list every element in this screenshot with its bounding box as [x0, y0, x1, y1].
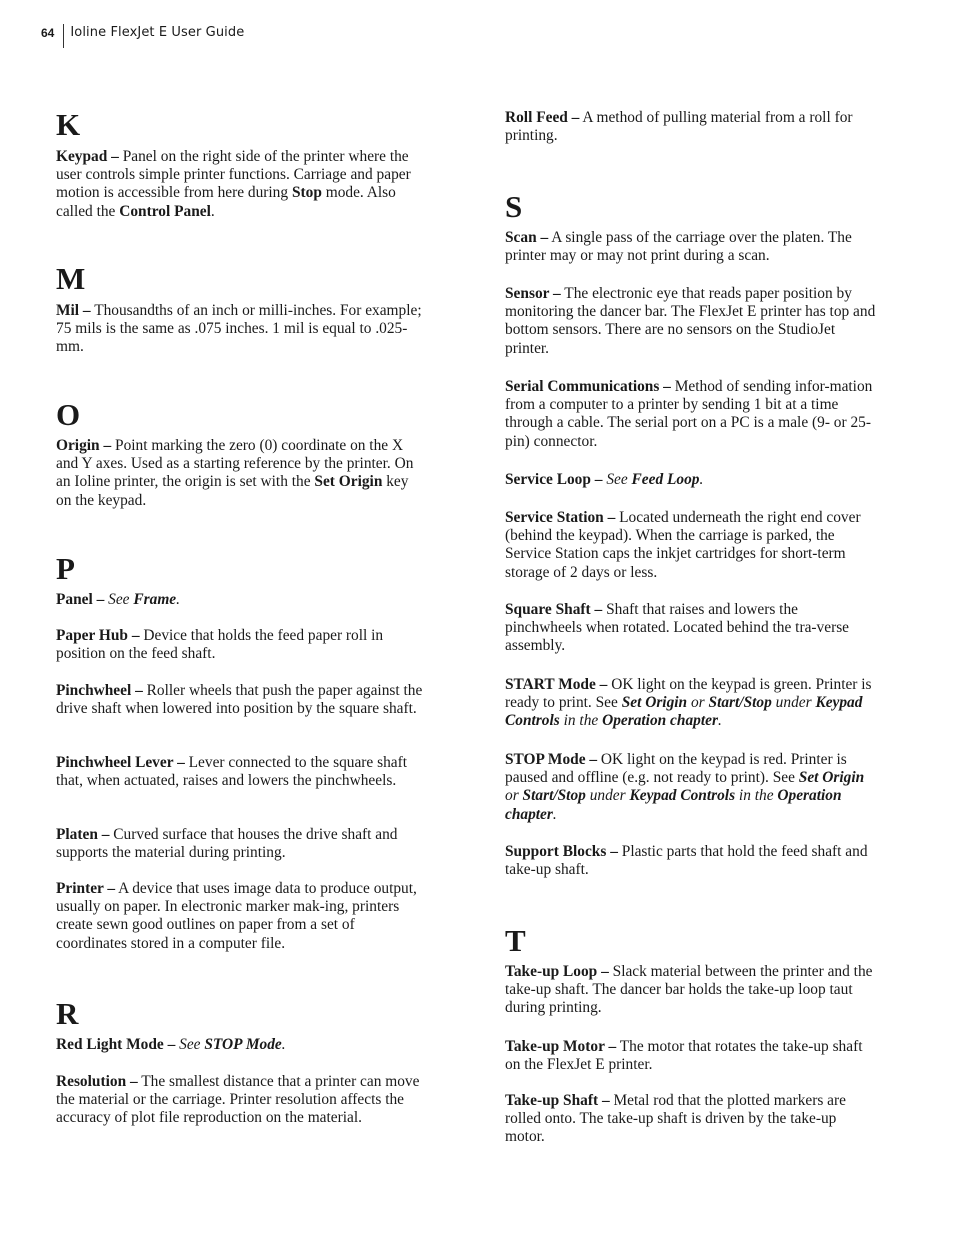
see-text: or [505, 787, 523, 805]
term: Square Shaft – [505, 601, 603, 618]
entry-panel [56, 591, 426, 609]
term: START Mode – [505, 676, 608, 693]
entry-start-mode [505, 676, 877, 731]
definition: Lever connected to the square shaft that, when actuated, raises and lowers the pinchwheels. [56, 754, 408, 790]
definition: OK light on the keypad is red. Printer is paused and offline (e.g. not ready to print). See [505, 751, 847, 787]
entry-service-station [505, 509, 877, 582]
definition: The motor that rotates the take-up shaft on the FlexJet E printer. [505, 1038, 863, 1074]
term: Take-up Motor – [505, 1038, 617, 1055]
term: Panel – [56, 591, 105, 608]
entry-roll-feed [505, 109, 877, 145]
punctuation: . [281, 1036, 286, 1053]
term: Service Station – [505, 509, 616, 526]
see-text: under [585, 787, 630, 805]
term: Service Loop – [505, 471, 603, 488]
definition: A single pass of the carriage over the platen. The printer may or may not print during a scan. [505, 229, 852, 265]
entry-stop-mode [505, 751, 877, 824]
see-text: or [687, 694, 709, 712]
cross-reference: Start/Stop [522, 787, 586, 805]
term: Keypad – [56, 148, 119, 165]
term: Scan – [505, 229, 549, 246]
definition: OK light on the keypad is green. Printer is ready to print. See [505, 676, 872, 712]
entry-serial-communications [505, 378, 877, 451]
entry-scan [505, 229, 877, 265]
see-text: See [602, 471, 632, 488]
entry-origin [56, 437, 426, 510]
entry-keypad [56, 148, 426, 221]
cross-reference: Operation chapter [505, 787, 842, 823]
term: Sensor – [505, 285, 561, 302]
definition: Plastic parts that hold the feed shaft and take-up shaft. [505, 843, 868, 879]
definition: Device that holds the feed paper roll in position on the feed shaft. [56, 627, 384, 663]
section-letter-k: K [56, 107, 81, 142]
punctuation: . [210, 202, 215, 220]
definition: key on the keypad. [56, 473, 409, 509]
see-text: See [175, 1036, 205, 1053]
punctuation: . [699, 471, 704, 488]
section-letter-r: R [56, 996, 79, 1031]
term-inline: Stop [291, 184, 322, 202]
cross-reference: Set Origin [621, 694, 688, 712]
term: Printer – [56, 880, 116, 897]
cross-reference: Frame [133, 591, 177, 608]
section-letter-t: T [505, 923, 526, 958]
definition: Point marking the zero (0) coordinate on the X and Y axes. Used as a starting reference by the printer. On an Ioline printer, the origin is set with the [56, 437, 414, 491]
term: Roll Feed – [505, 109, 580, 126]
term: Mil – [56, 302, 91, 319]
definition: Thousandths of an inch or milli-inches. For example; 75 mils is the same as .075 inches. 1 mil is equal to .025-mm. [56, 302, 422, 356]
section-letter-o: O [56, 397, 81, 432]
definition: Method of sending infor-mation from a computer to a printer by sending 1 bit at a time through a cable. The serial port on a PC is a male (9- or 25-pin) connector. [505, 378, 873, 450]
term: Take-up Shaft – [505, 1092, 610, 1109]
entry-service-loop [505, 471, 877, 489]
term: Paper Hub – [56, 627, 140, 644]
term: Pinchwheel – [56, 682, 143, 699]
definition: Shaft that raises and lowers the pinchwheels when rotated. Located behind the tra-verse assembly. [505, 601, 850, 655]
definition: A method of pulling material from a roll for printing. [505, 109, 853, 145]
entry-pinchwheel [56, 682, 426, 718]
definition: Curved surface that houses the drive shaft and supports the material during printing. [56, 826, 398, 862]
cross-reference: Feed Loop [631, 471, 700, 488]
definition: Roller wheels that push the paper against the drive shaft when lowered into position by the square shaft. [56, 682, 423, 718]
see-text: See [104, 591, 134, 608]
term: Platen – [56, 826, 110, 843]
see-text: in the [559, 712, 603, 730]
entry-square-shaft [505, 601, 877, 656]
cross-reference: Keypad Controls [629, 787, 736, 805]
term: Red Light Mode – [56, 1036, 176, 1053]
punctuation: . [552, 805, 557, 823]
term: Support Blocks – [505, 843, 618, 860]
term: Resolution – [56, 1073, 138, 1090]
punctuation: . [176, 591, 180, 608]
entry-paper-hub [56, 627, 426, 663]
punctuation: . [717, 712, 722, 730]
see-text: in the [735, 787, 778, 805]
cross-reference: Keypad Controls [505, 694, 863, 730]
see-text: under [771, 694, 816, 712]
entry-mil [56, 302, 426, 357]
term-inline: Control Panel [119, 202, 211, 220]
term: Take-up Loop – [505, 963, 609, 980]
term: Origin – [56, 437, 112, 454]
definition: Panel on the right side of the printer where the user controls simple printer functions. Carriage and paper motion is accessible from here during [56, 148, 411, 202]
definition: The smallest distance that a printer can move the material or the carriage. Printer resolution affects the accuracy of plot file reproduction on the material. [56, 1073, 420, 1127]
term: Pinchwheel Lever – [56, 754, 185, 771]
section-letter-m: M [56, 261, 86, 296]
section-letter-p: P [56, 551, 75, 586]
definition: Located underneath the right end cover (behind the keypad). When the carriage is parked, the Service Station caps the inkjet cartridges for short-term storage of 2 days or less. [505, 509, 861, 581]
entry-support-blocks [505, 843, 877, 879]
definition: The electronic eye that reads paper position by monitoring the dancer bar. The FlexJet E printer has top and bottom sensors. There are no sensors on the StudioJet printer. [505, 285, 876, 357]
running-title: Ioline FlexJet E User Guide [70, 25, 245, 40]
entry-platen [56, 826, 426, 862]
definition: A device that uses image data to produce output, usually on paper. In electronic marker mak-ing, printers create sewn good outlines on paper from a set of coordinates stored in a computer file. [56, 880, 417, 952]
section-letter-s: S [505, 189, 523, 224]
entry-sensor [505, 285, 877, 358]
term: STOP Mode – [505, 751, 598, 768]
entry-printer [56, 880, 426, 953]
term-inline: Set Origin [314, 473, 383, 491]
entry-red-light-mode [56, 1036, 426, 1054]
cross-reference: Operation chapter [602, 712, 718, 730]
entry-take-up-motor [505, 1038, 877, 1074]
definition: Slack material between the printer and the take-up shaft. The dancer bar holds the take-up loop taut during printing. [505, 963, 873, 1017]
entry-resolution [56, 1073, 426, 1128]
page-number: 64 [41, 26, 55, 40]
definition: mode. Also called the [56, 184, 396, 220]
cross-reference: Start/Stop [708, 694, 772, 712]
term: Serial Communications – [505, 378, 671, 395]
definition: Metal rod that the plotted markers are rolled onto. The take-up shaft is driven by the take-up motor. [505, 1092, 846, 1146]
entry-pinchwheel-lever [56, 754, 426, 790]
entry-take-up-shaft [505, 1092, 877, 1147]
page-header [41, 24, 244, 50]
entry-take-up-loop [505, 963, 877, 1018]
cross-reference: Set Origin [798, 769, 865, 787]
header-divider [63, 24, 64, 48]
cross-reference: STOP Mode [204, 1036, 282, 1053]
